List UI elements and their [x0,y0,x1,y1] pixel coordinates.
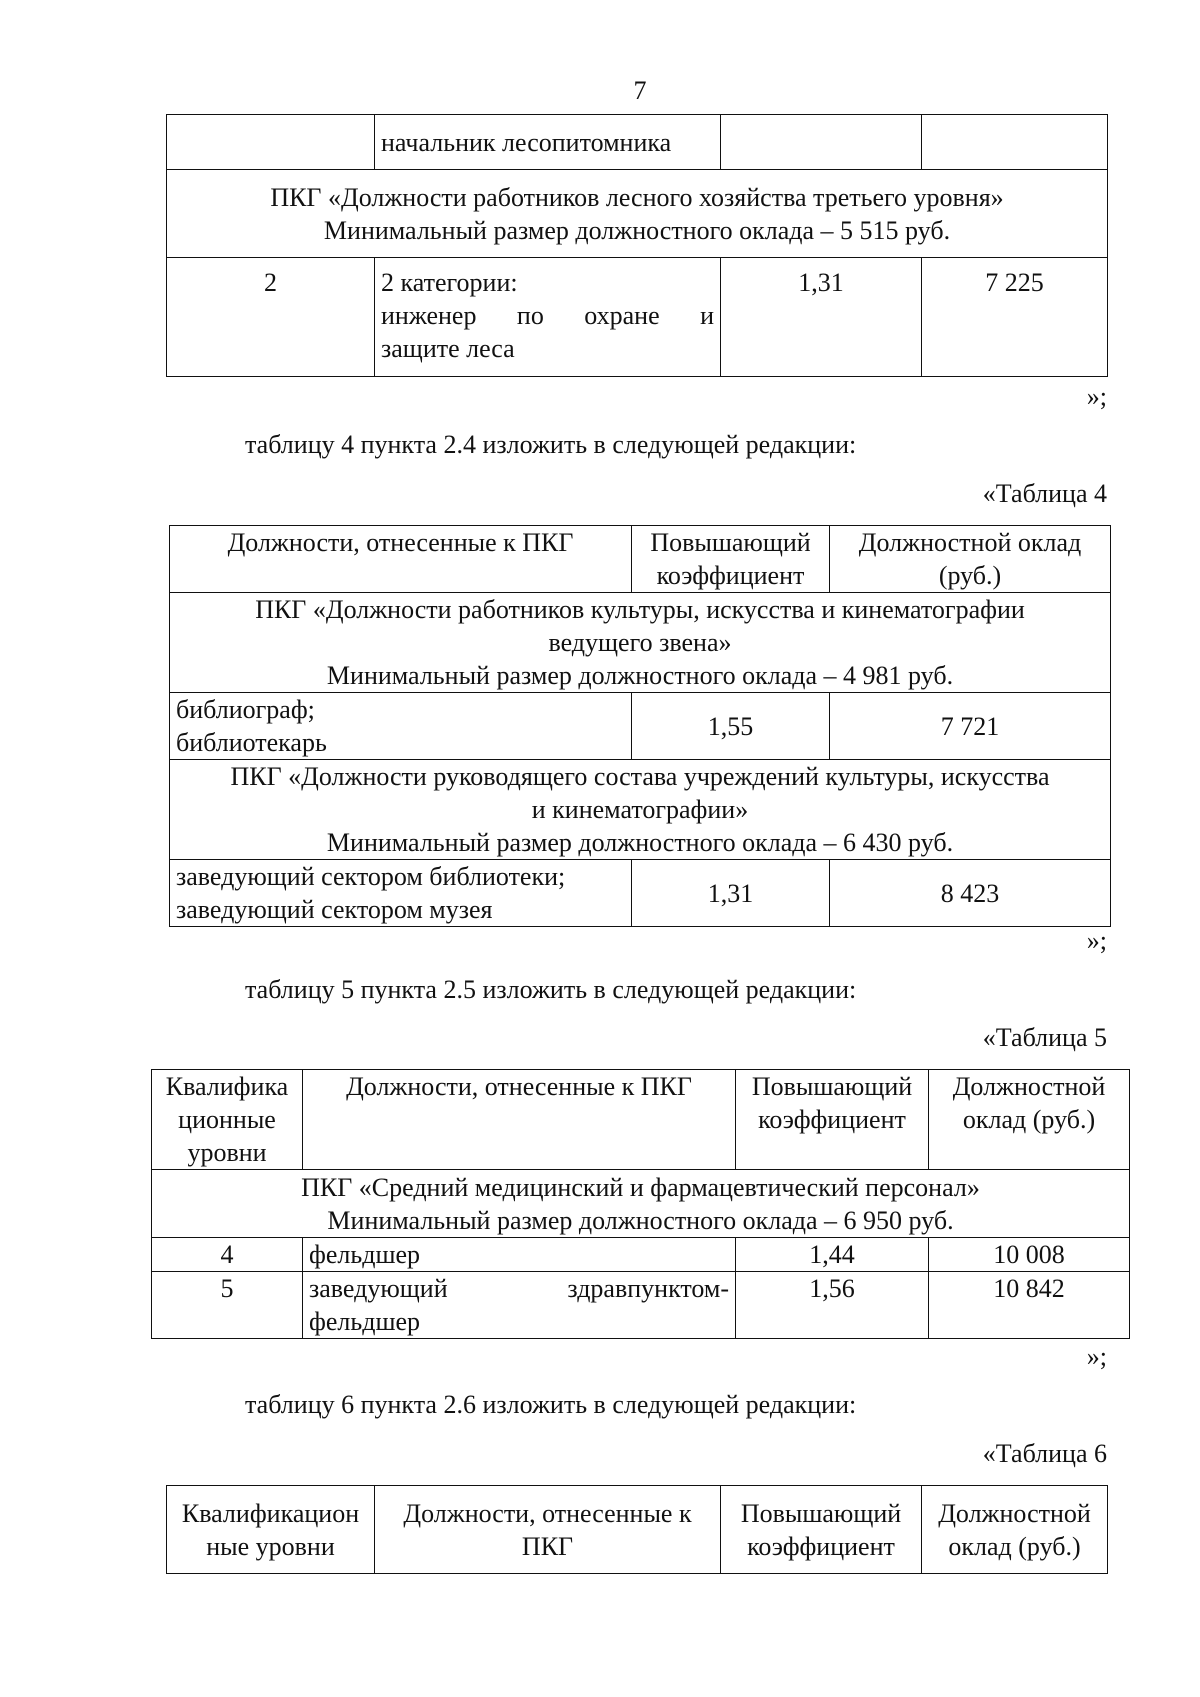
header-line: оклад (руб.) [948,1531,1081,1561]
salary-cell: 10 842 [929,1272,1130,1339]
header-line: Квалификацион [181,1498,360,1528]
position-line: инженер по охране и [381,301,714,330]
header-line: оклад (руб.) [962,1105,1096,1134]
table-header-row [167,1486,1108,1574]
group-row [167,170,1108,258]
closing-marks: »; [1086,382,1107,411]
header-line: уровни [187,1138,267,1167]
header-line: коэффициент [758,1105,906,1134]
group-title: ПКГ «Должности работников лесного хозяйства третьего уровня» [270,182,1004,212]
position-line: защите леса [381,334,515,363]
header-line: Повышающий [650,528,811,557]
position-cell: фельдшер [303,1238,736,1272]
header-coefficient [721,1486,922,1574]
salary-cell: 8 423 [830,860,1111,927]
table-row [170,693,1111,760]
header-line: Повышающий [751,1072,913,1101]
level-cell: 4 [152,1238,303,1272]
position-cell [170,860,632,927]
position-line: библиограф; [176,695,315,724]
group-min-salary: Минимальный размер должностного оклада – 6 950 руб. [327,1205,954,1235]
closing-marks: »; [1086,1342,1107,1371]
header-line: ционные [178,1105,276,1134]
header-line: Квалифика [165,1072,289,1101]
group-cell [152,1170,1130,1238]
closing-marks: »; [1086,926,1107,955]
salary-cell [922,115,1108,170]
table-row [152,1272,1130,1339]
group-row [170,760,1111,860]
header-line: Должностной [952,1072,1106,1101]
group-row [152,1170,1130,1238]
table-row [167,115,1108,170]
table-caption: «Таблица 5 [982,1023,1107,1052]
header-salary [929,1070,1130,1170]
coefficient-cell: 1,44 [736,1238,929,1272]
group-title: ПКГ «Средний медицинский и фармацевтический персонал» [301,1172,980,1202]
header-coefficient [632,526,830,593]
table-header-row [152,1070,1130,1170]
header-line: коэффициент [656,561,805,590]
instruction-text: таблицу 4 пункта 2.4 изложить в следующей редакции: [245,430,857,459]
header-positions: Должности, отнесенные к ПКГ [303,1070,736,1170]
position-line: заведующий здравпунктом- [309,1274,729,1303]
salary-cell: 7 721 [830,693,1111,760]
table-caption: «Таблица 6 [982,1439,1107,1468]
table-4 [169,525,1111,927]
group-min-salary: Минимальный размер должностного оклада – 4 981 руб. [326,661,954,690]
header-line: ПКГ [521,1531,574,1561]
instruction-text: таблицу 6 пункта 2.6 изложить в следующей редакции: [245,1390,857,1419]
group-title: ПКГ «Должности руководящего состава учреждений культуры, искусства [230,762,1050,791]
coefficient-cell: 1,31 [632,860,830,927]
position-line: заведующий сектором библиотеки; [176,862,566,891]
position-cell [375,258,721,377]
header-line: Должностной [938,1498,1091,1528]
header-salary [922,1486,1108,1574]
table-continuation [166,114,1108,377]
table-row [167,258,1108,377]
group-title: и кинематографии» [531,795,749,824]
coefficient-cell: 1,31 [721,258,922,377]
group-title: ведущего звена» [548,628,732,657]
table-header-row [170,526,1111,593]
position-category: 2 категории: [381,268,518,297]
position-line: фельдшер [309,1307,421,1336]
position-line: библиотекарь [176,728,327,757]
group-row [170,593,1111,693]
header-line: Должности, отнесенные к [403,1498,692,1528]
table-6 [166,1485,1108,1574]
header-level [167,1486,375,1574]
level-cell: 2 [167,258,375,377]
group-cell [167,170,1108,258]
header-line: Должностной оклад [858,528,1082,557]
group-title: ПКГ «Должности работников культуры, искусства и кинематографии [255,595,1025,624]
table-row [152,1238,1130,1272]
level-cell: 5 [152,1272,303,1339]
header-line: ные уровни [206,1531,335,1561]
instruction-text: таблицу 5 пункта 2.5 изложить в следующей редакции: [245,975,857,1004]
page-number: 7 [633,76,647,105]
header-line: (руб.) [938,561,1002,590]
table-5 [151,1069,1130,1339]
position-cell [303,1272,736,1339]
table-caption: «Таблица 4 [982,479,1107,508]
header-line: Повышающий [740,1498,902,1528]
level-cell [167,115,375,170]
header-line: коэффициент [747,1531,895,1561]
position-cell [375,115,721,170]
group-min-salary: Минимальный размер должностного оклада – 5 515 руб. [323,215,951,245]
table-row [170,860,1111,927]
position-line: заведующий сектором музея [176,895,493,924]
header-level [152,1070,303,1170]
header-salary [830,526,1111,593]
position-text: начальник лесопитомника [381,127,672,157]
coefficient-cell: 1,56 [736,1272,929,1339]
group-cell [170,593,1111,693]
position-cell [170,693,632,760]
coefficient-cell: 1,55 [632,693,830,760]
header-coefficient [736,1070,929,1170]
group-cell [170,760,1111,860]
salary-cell: 10 008 [929,1238,1130,1272]
header-positions [375,1486,721,1574]
coefficient-cell [721,115,922,170]
salary-cell: 7 225 [922,258,1108,377]
group-min-salary: Минимальный размер должностного оклада – 6 430 руб. [326,828,954,857]
header-positions: Должности, отнесенные к ПКГ [170,526,632,593]
